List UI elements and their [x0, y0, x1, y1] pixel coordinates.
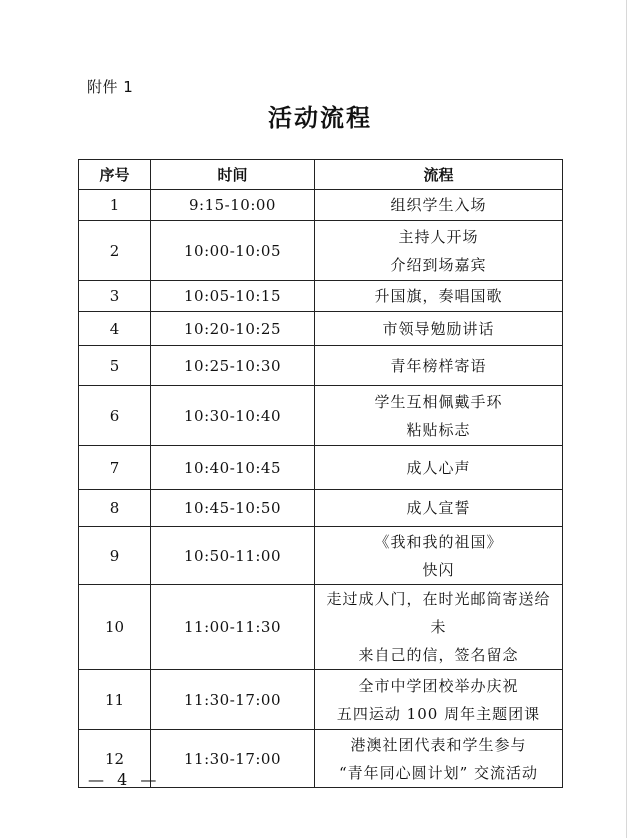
time-cell: 11:30-17:00: [151, 730, 315, 788]
flow-cell: [315, 346, 563, 386]
time-cell: 11:30-17:00: [151, 670, 315, 730]
table-row: [79, 312, 563, 346]
flow-cell: [315, 527, 563, 585]
time-cell: 10:00-10:05: [151, 221, 315, 281]
flow-line: 成人心声: [406, 458, 471, 477]
seq-cell: 2: [79, 221, 151, 281]
seq-cell: 6: [79, 386, 151, 446]
time-cell: 10:20-10:25: [151, 312, 315, 346]
time-cell: 11:00-11:30: [151, 585, 315, 670]
table-row: [79, 446, 563, 490]
seq-cell: 10: [79, 585, 151, 670]
table-row: [79, 190, 563, 221]
flow-line: 粘贴标志: [406, 420, 471, 439]
flow-cell: [315, 446, 563, 490]
flow-cell: [315, 585, 563, 670]
flow-line: 介绍到场嘉宾: [390, 255, 487, 274]
flow-line: 《我和我的祖国》: [374, 532, 503, 551]
seq-cell: 11: [79, 670, 151, 730]
flow-line: 成人宣誓: [406, 499, 471, 517]
time-cell: 10:45-10:50: [151, 490, 315, 527]
table-row: [79, 346, 563, 386]
flow-line: 市领导勉励讲话: [382, 319, 495, 338]
seq-cell: 12: [79, 730, 151, 788]
time-cell: 10:25-10:30: [151, 346, 315, 386]
table-row: [79, 527, 563, 585]
schedule-table: [78, 159, 563, 788]
column-header-time: 时间: [151, 160, 315, 190]
flow-cell: [315, 670, 563, 730]
table-row: [79, 585, 563, 670]
flow-cell: [315, 490, 563, 527]
table-row: [79, 490, 563, 527]
column-header-flow: 流程: [315, 160, 563, 190]
time-cell: 10:30-10:40: [151, 386, 315, 446]
column-header-seq: 序号: [79, 160, 151, 190]
attachment-label: 附件 1: [87, 78, 134, 96]
seq-cell: 1: [79, 190, 151, 221]
schedule-body: [79, 190, 563, 788]
flow-cell: [315, 312, 563, 346]
flow-line: 走过成人门，在时光邮筒寄送给未: [326, 590, 551, 636]
flow-cell: [315, 281, 563, 312]
flow-cell: [315, 386, 563, 446]
seq-cell: 3: [79, 281, 151, 312]
flow-cell: [315, 221, 563, 281]
seq-cell: 7: [79, 446, 151, 490]
table-row: [79, 386, 563, 446]
seq-cell: 4: [79, 312, 151, 346]
table-row: [79, 221, 563, 281]
flow-line: 港澳社团代表和学生参与: [350, 735, 527, 754]
time-cell: 10:05-10:15: [151, 281, 315, 312]
flow-line: 青年榜样寄语: [390, 356, 487, 375]
time-cell: 10:50-11:00: [151, 527, 315, 585]
flow-line: 主持人开场: [398, 227, 479, 246]
seq-cell: 5: [79, 346, 151, 386]
flow-line: 学生互相佩戴手环: [374, 392, 503, 411]
flow-line: 来自己的信，签名留念: [358, 646, 519, 664]
seq-cell: 9: [79, 527, 151, 585]
time-cell: 10:40-10:45: [151, 446, 315, 490]
flow-line: 全市中学团校举办庆祝: [358, 676, 519, 695]
flow-line: 组织学生入场: [390, 196, 487, 214]
flow-cell: [315, 190, 563, 221]
flow-line: “青年同心圆计划” 交流活动: [338, 763, 539, 782]
table-header-row: [79, 160, 563, 190]
flow-line: 五四运动 100 周年主题团课: [336, 704, 541, 723]
seq-cell: 8: [79, 490, 151, 527]
flow-line: 升国旗，奏唱国歌: [374, 287, 503, 305]
page-number: — 4 —: [88, 770, 161, 789]
table-row: [79, 281, 563, 312]
time-cell: 9:15-10:00: [151, 190, 315, 221]
flow-cell: [315, 730, 563, 788]
table-row: [79, 670, 563, 730]
flow-line: 快闪: [422, 560, 455, 579]
document-title: 活动流程: [268, 103, 372, 132]
